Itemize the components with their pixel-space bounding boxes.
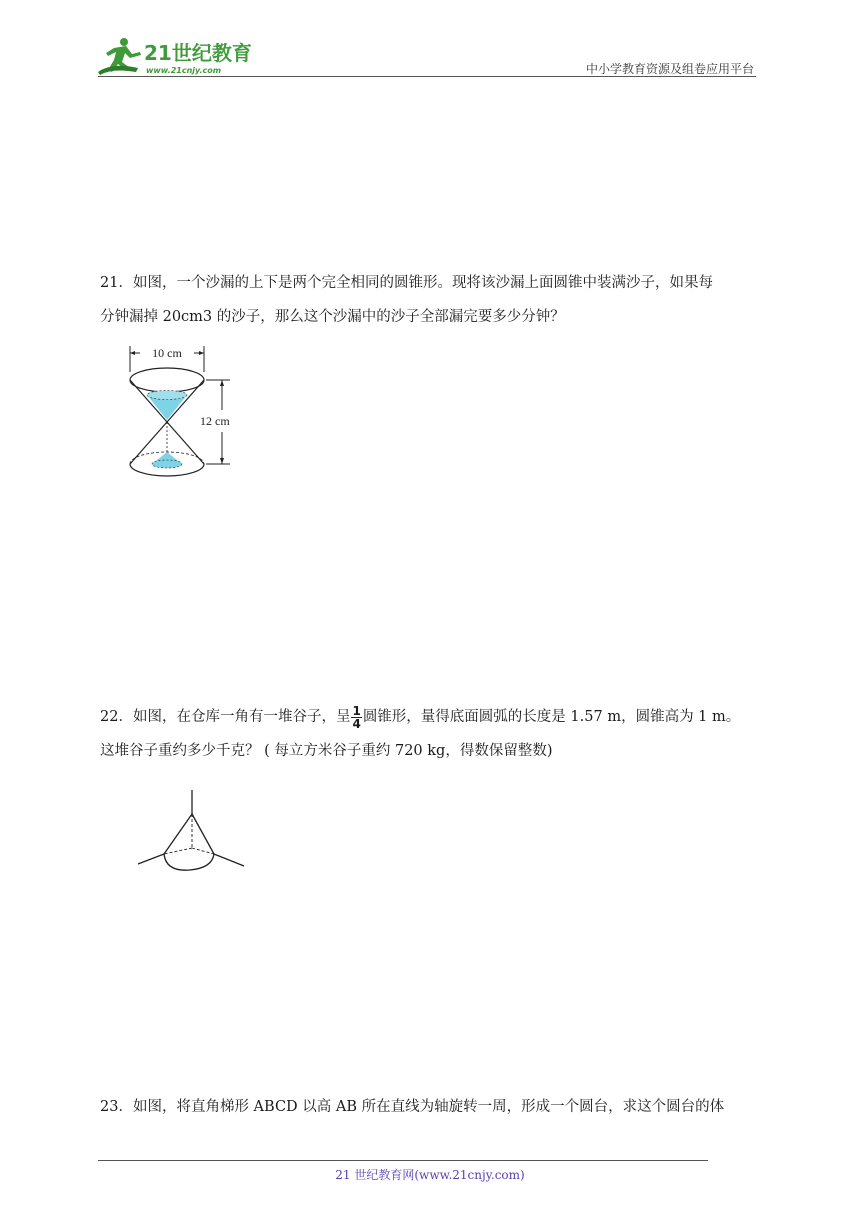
question-22 xyxy=(100,700,764,768)
logo-21cnjy xyxy=(92,32,262,78)
footer-text[interactable]: 21 世纪教育网(www.21cnjy.com) xyxy=(335,1168,525,1182)
hourglass-height-label: 12 cm xyxy=(200,414,230,428)
q21-line1: 21．如图，一个沙漏的上下是两个完全相同的圆锥形。现将该沙漏上面圆锥中装满沙子，如果每 xyxy=(100,275,713,291)
svg-text:21世纪教育: 21世纪教育 xyxy=(144,41,252,65)
header-rule xyxy=(98,76,756,77)
question-21 xyxy=(100,266,764,334)
svg-text:www.21cnjy.com: www.21cnjy.com xyxy=(146,66,222,75)
header-platform-text: 中小学教育资源及组卷应用平台 xyxy=(585,62,754,76)
footer-rule xyxy=(98,1160,708,1161)
runner-icon xyxy=(98,38,141,75)
q22-line1 xyxy=(100,700,764,734)
q22-line1-part1: 22．如图，在仓库一角有一堆谷子，呈 xyxy=(100,709,351,725)
hourglass-figure xyxy=(118,342,253,484)
q23-line1: 23．如图，将直角梯形 ABCD 以高 AB 所在直线为轴旋转一周，形成一个圆台，求这个圆台的体 xyxy=(100,1099,725,1115)
q22-line2: 这堆谷子重约多少千克？ ( 每立方米谷子重约 720 kg，得数保留整数) xyxy=(100,743,553,759)
hourglass-width-label: 10 cm xyxy=(152,346,182,360)
fraction-one-quarter: $\frac{1}{4}$ xyxy=(352,703,361,731)
quarter-cone-figure xyxy=(132,788,250,874)
q21-line2: 分钟漏掉 20cm3 的沙子，那么这个沙漏中的沙子全部漏完要多少分钟？ xyxy=(100,309,565,325)
question-23 xyxy=(100,1090,764,1124)
q22-line1-part2: 圆锥形，量得底面圆弧的长度是 1.57 m，圆锥高为 1 m。 xyxy=(362,709,741,725)
